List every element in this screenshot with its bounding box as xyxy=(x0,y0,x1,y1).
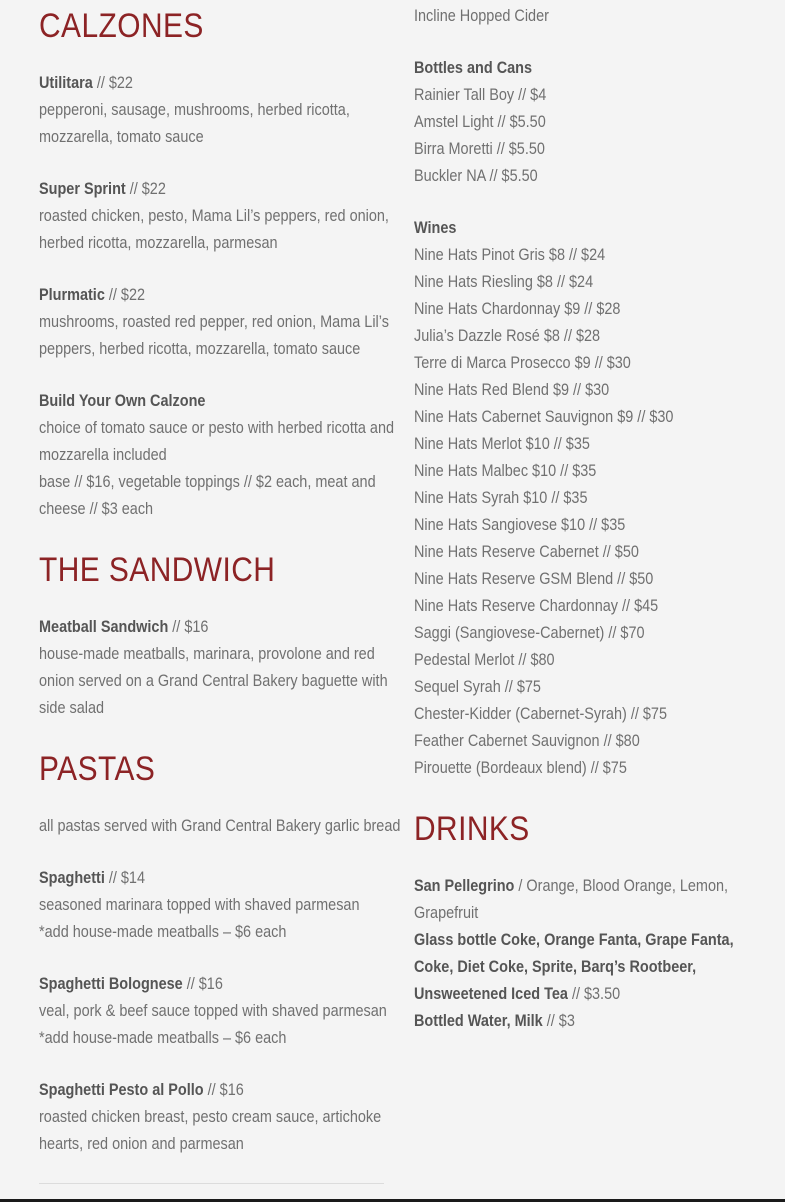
bottles-section xyxy=(414,54,764,189)
item-name: Utilitara xyxy=(39,73,93,92)
item-desc: veal, pork & beef sauce topped with shaved parmesan xyxy=(39,1001,387,1020)
menu-item-spaghetti-pesto-al-pollo xyxy=(39,1076,389,1157)
wine-item: Feather Cabernet Sauvignon // $80 xyxy=(414,731,640,750)
item-desc: mozzarella included xyxy=(39,445,167,464)
sodas-line: Coke, Diet Coke, Sprite, Barq’s Rootbeer, xyxy=(414,957,697,976)
item-name: Spaghetti Pesto al Pollo xyxy=(39,1080,204,1099)
bottle-item: Buckler NA // $5.50 xyxy=(414,166,538,185)
wine-item: Nine Hats Pinot Gris $8 // $24 xyxy=(414,245,606,264)
item-desc: pepperoni, sausage, mushrooms, herbed ricotta, xyxy=(39,100,350,119)
sandwich-heading: THE SANDWICH xyxy=(39,551,276,589)
item-price: // $22 xyxy=(92,73,133,92)
item-price: // $16 xyxy=(182,974,223,993)
wine-item: Pirouette (Bordeaux blend) // $75 xyxy=(414,758,627,777)
item-desc: roasted chicken breast, pesto cream sauce, artichoke xyxy=(39,1107,382,1126)
wine-item: Julia’s Dazzle Rosé $8 // $28 xyxy=(414,326,601,345)
wine-item: Nine Hats Reserve Chardonnay // $45 xyxy=(414,596,659,615)
wine-item: Nine Hats Syrah $10 // $35 xyxy=(414,488,588,507)
pastas-heading: PASTAS xyxy=(39,750,156,788)
item-desc: roasted chicken, pesto, Mama Lil’s peppers, red onion, xyxy=(39,206,389,225)
pastas-intro: all pastas served with Grand Central Bakery garlic bread xyxy=(39,816,401,835)
item-price: // $16 xyxy=(168,617,209,636)
item-desc: choice of tomato sauce or pesto with herbed ricotta and xyxy=(39,418,395,437)
wine-item: Nine Hats Red Blend $9 // $30 xyxy=(414,380,610,399)
wine-item: Pedestal Merlot // $80 xyxy=(414,650,555,669)
wine-item: Nine Hats Merlot $10 // $35 xyxy=(414,434,590,453)
wine-item: Sequel Syrah // $75 xyxy=(414,677,541,696)
wine-item: Nine Hats Cabernet Sauvignon $9 // $30 xyxy=(414,407,674,426)
item-desc: herbed ricotta, mozzarella, parmesan xyxy=(39,233,278,252)
item-desc: cheese // $3 each xyxy=(39,499,154,518)
sodas-line: Unsweetened Iced Tea xyxy=(414,984,568,1003)
menu-item-build-your-own-calzone xyxy=(39,387,395,522)
wine-item: Nine Hats Reserve GSM Blend // $50 xyxy=(414,569,654,588)
item-name: Spaghetti xyxy=(39,868,105,887)
drinks-section xyxy=(414,872,764,1034)
item-price: // $22 xyxy=(104,285,146,304)
bottles-heading: Bottles and Cans xyxy=(414,58,533,77)
wines-heading: Wines xyxy=(414,218,457,237)
item-name: Plurmatic xyxy=(39,285,105,304)
bottle-item: Rainier Tall Boy // $4 xyxy=(414,85,547,104)
section-divider xyxy=(39,1183,384,1184)
item-desc: onion served on a Grand Central Bakery baguette with xyxy=(39,671,388,690)
cider-item: Incline Hopped Cider xyxy=(414,6,549,25)
item-price: // $16 xyxy=(203,1080,244,1099)
item-price: // $14 xyxy=(104,868,146,887)
sodas-price: // $3.50 xyxy=(567,984,621,1003)
wine-item: Nine Hats Chardonnay $9 // $28 xyxy=(414,299,621,318)
item-desc: side salad xyxy=(39,698,105,717)
water-name: Bottled Water, Milk xyxy=(414,1011,543,1030)
item-desc: base // $16, vegetable toppings // $2 each, meat and xyxy=(39,472,376,491)
item-price: // $22 xyxy=(125,179,166,198)
item-name: Super Sprint xyxy=(39,179,126,198)
item-desc: mushrooms, roasted red pepper, red onion, Mama Lil’s xyxy=(39,312,389,331)
item-desc: hearts, red onion and parmesan xyxy=(39,1134,244,1153)
menu-item-utilitara xyxy=(39,69,389,150)
wine-item: Saggi (Sangiovese-Cabernet) // $70 xyxy=(414,623,645,642)
menu-item-spaghetti-bolognese xyxy=(39,970,389,1051)
wine-item: Nine Hats Sangiovese $10 // $35 xyxy=(414,515,626,534)
pellegrino-name: San Pellegrino xyxy=(414,876,515,895)
wines-section xyxy=(414,214,764,781)
menu-item-spaghetti xyxy=(39,864,389,945)
menu-item-meatball-sandwich xyxy=(39,613,389,721)
wine-item: Nine Hats Malbec $10 // $35 xyxy=(414,461,597,480)
item-desc: *add house-made meatballs – $6 each xyxy=(39,1028,287,1047)
pellegrino-flavors-cont: Grapefruit xyxy=(414,903,479,922)
left-column xyxy=(39,0,401,1157)
sodas-line: Glass bottle Coke, Orange Fanta, Grape Fanta, xyxy=(414,930,734,949)
calzones-heading: CALZONES xyxy=(39,7,204,45)
item-desc: house-made meatballs, marinara, provolone and red xyxy=(39,644,375,663)
item-name: Build Your Own Calzone xyxy=(39,391,206,410)
wine-item: Nine Hats Riesling $8 // $24 xyxy=(414,272,594,291)
pellegrino-flavors: / Orange, Blood Orange, Lemon, xyxy=(514,876,729,895)
item-desc: seasoned marinara topped with shaved parmesan xyxy=(39,895,360,914)
right-column xyxy=(414,0,764,1034)
item-desc: mozzarella, tomato sauce xyxy=(39,127,204,146)
wine-item: Nine Hats Reserve Cabernet // $50 xyxy=(414,542,639,561)
bottle-item: Amstel Light // $5.50 xyxy=(414,112,546,131)
wine-item: Terre di Marca Prosecco $9 // $30 xyxy=(414,353,631,372)
item-name: Meatball Sandwich xyxy=(39,617,169,636)
item-desc: peppers, herbed ricotta, mozzarella, tomato sauce xyxy=(39,339,361,358)
menu-item-super-sprint xyxy=(39,175,389,256)
item-name: Spaghetti Bolognese xyxy=(39,974,183,993)
menu-item-plurmatic xyxy=(39,281,389,362)
water-price: // $3 xyxy=(542,1011,575,1030)
bottle-item: Birra Moretti // $5.50 xyxy=(414,139,545,158)
drinks-heading: DRINKS xyxy=(414,810,530,848)
item-desc: *add house-made meatballs – $6 each xyxy=(39,922,287,941)
wine-item: Chester-Kidder (Cabernet-Syrah) // $75 xyxy=(414,704,667,723)
